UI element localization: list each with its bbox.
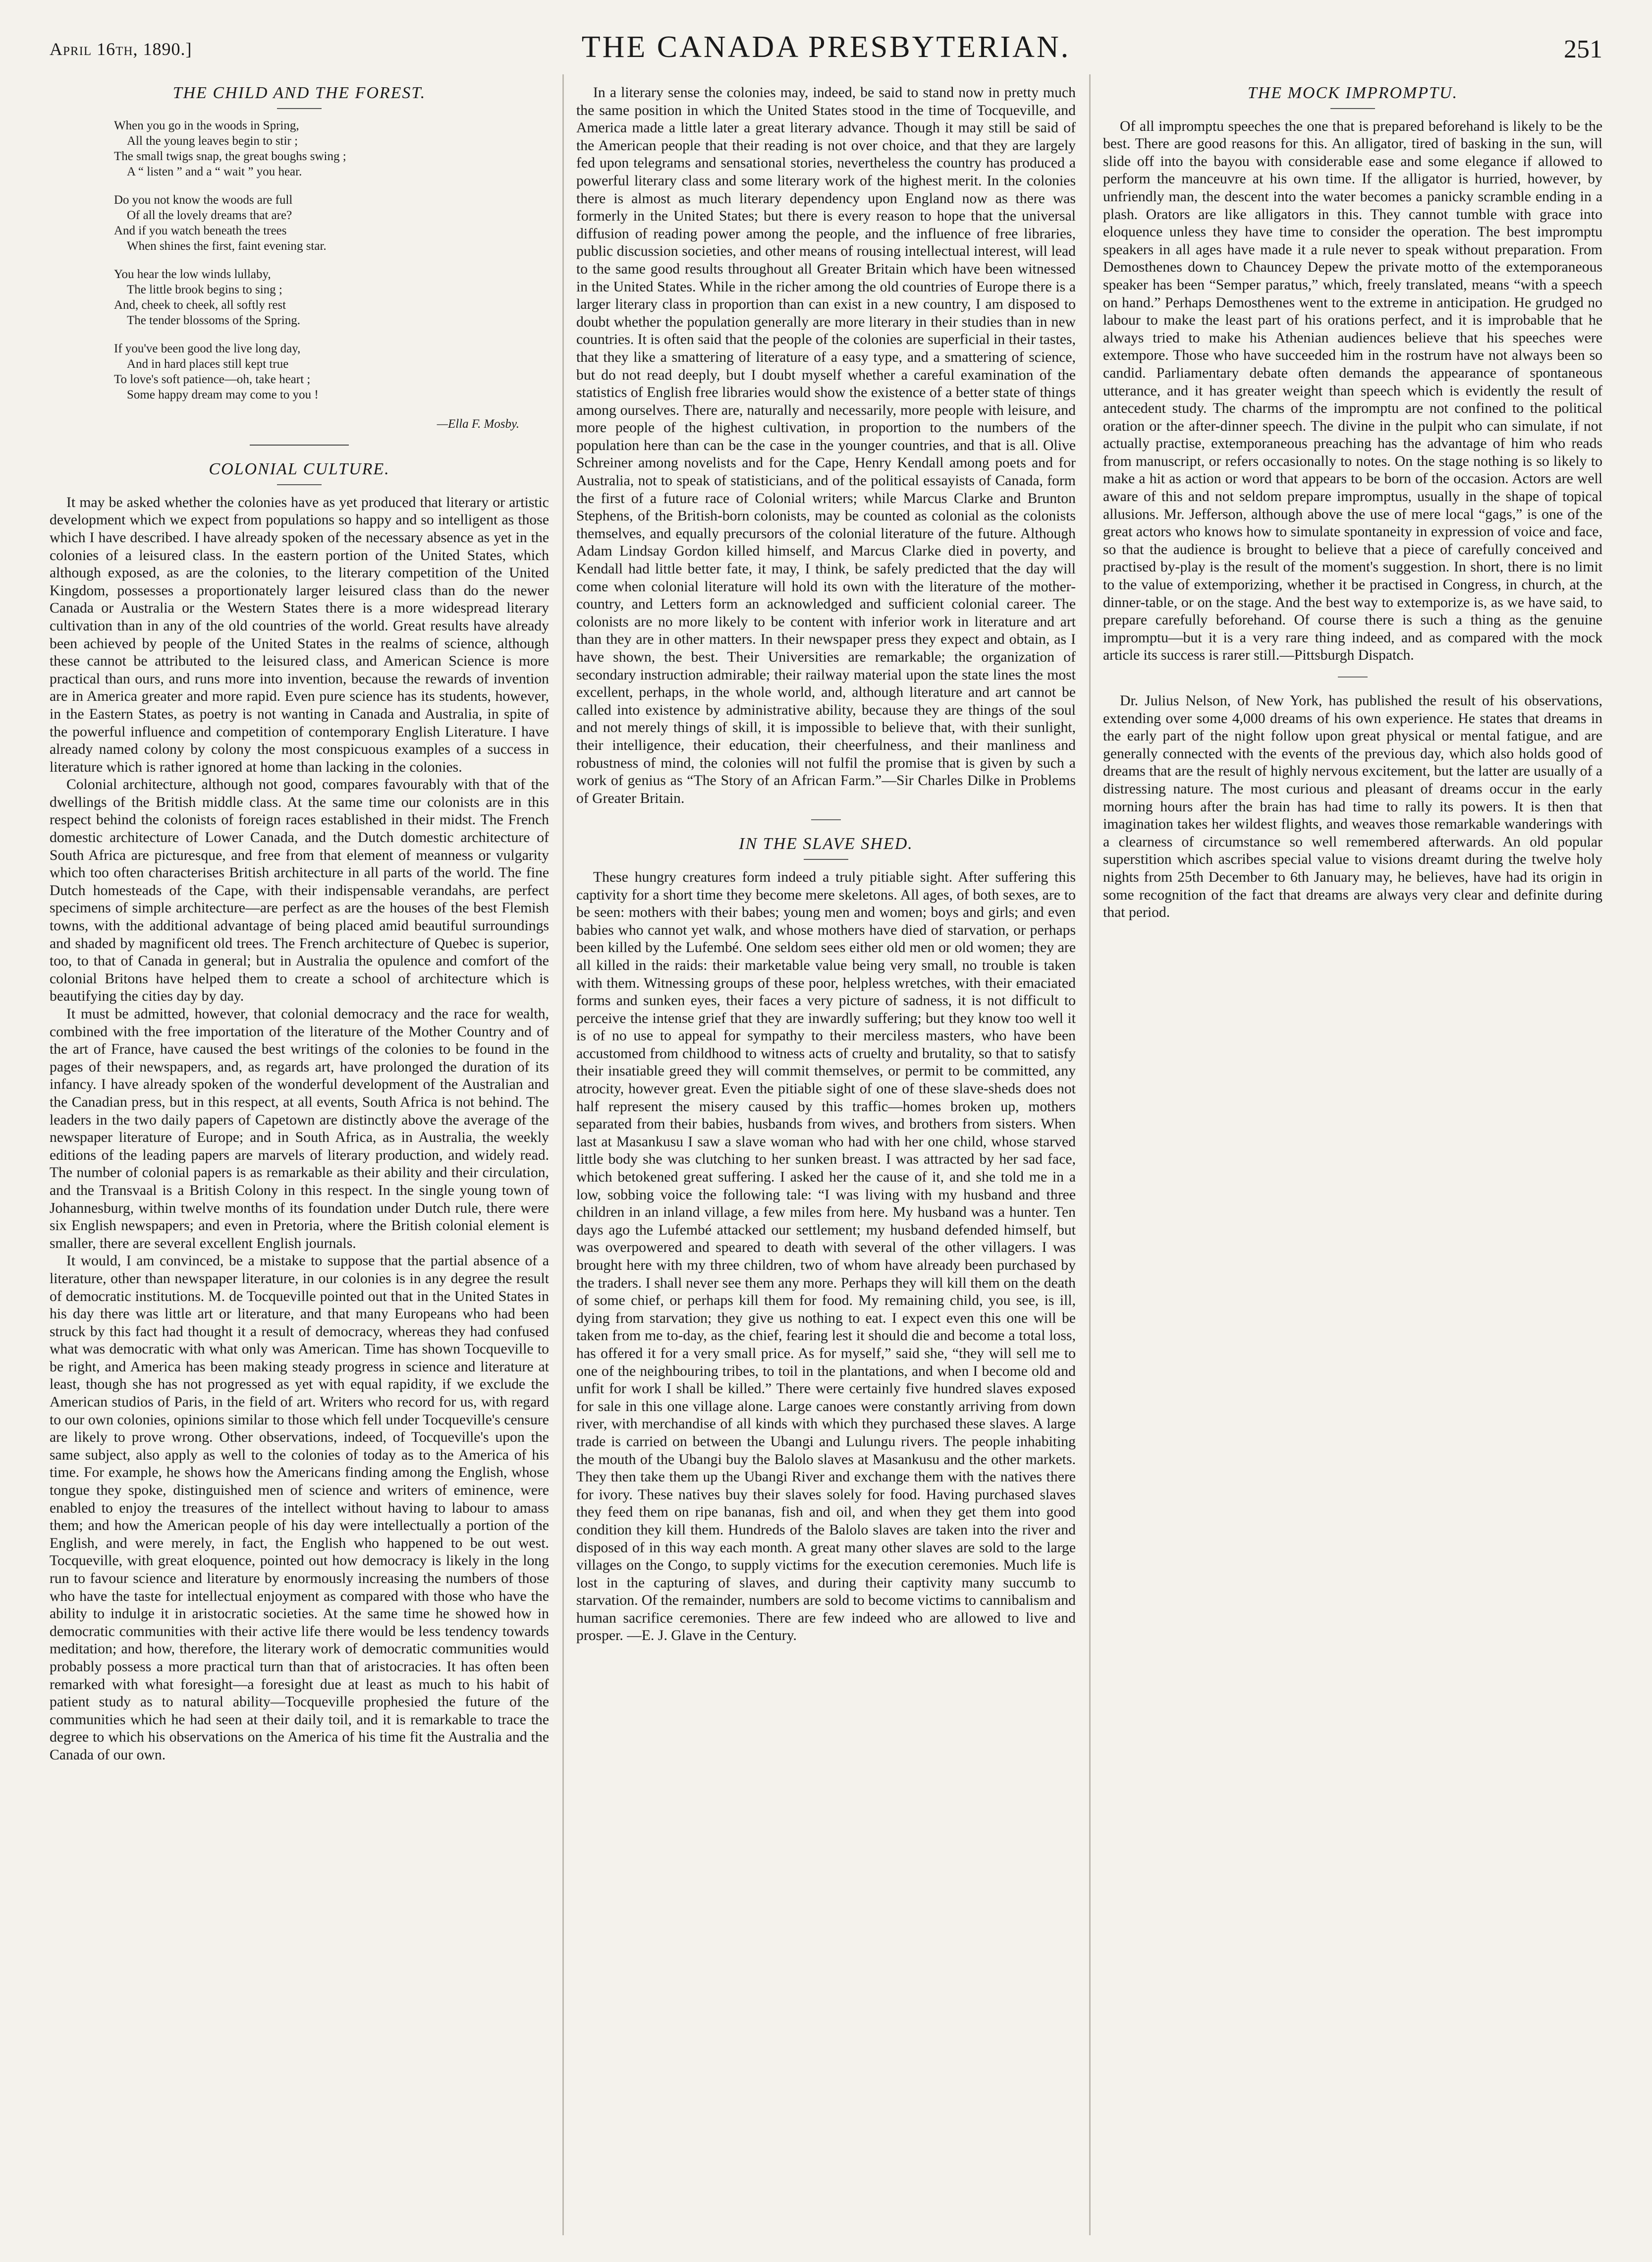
title-rule (804, 859, 848, 860)
article-paragraph: Colonial architecture, although not good, compares favourably with that of the dwellings of the British middle class. At the same time our colonists are in this respect behind the colonists of foreign races established in their midst. The French domestic architecture of Lower Canada, and the Dutch domestic architecture of South Africa are picturesque, and free from that element of meanness or vulgarity which too often characterises British architecture in all parts of the world. The fine Dutch homesteads of the Cape, with their indispensable verandahs, are perfect specimens of simple architecture—are perfect as are the houses of the best Flemish towns, with the additional advantage of being placed amid beautiful surroundings and shaded by magnificent old trees. The French architecture of Quebec is superior, too, to that of Canada in general; but in Australia the opulence and comfort of the colonial Britons have helped them to create a school of architecture which is beautifying the cities day by day. (50, 777, 549, 1005)
poem-line: All the young leaves begin to stir ; (127, 134, 298, 148)
poem-line: The tender blossoms of the Spring. (127, 313, 300, 327)
newspaper-title: THE CANADA PRESBYTERIAN. (581, 30, 1071, 64)
title-rule (277, 484, 322, 485)
column-rule (1089, 74, 1091, 2235)
title-rule (277, 108, 322, 109)
article-title-slave-shed: IN THE SLAVE SHED. (739, 835, 913, 853)
article-title-colonial-culture: COLONIAL CULTURE. (209, 460, 390, 479)
poem-line: And in hard places still kept true (127, 357, 289, 371)
poem-line: To love's soft patience—oh, take heart ; (114, 372, 311, 386)
poem-line: When you go in the woods in Spring, (114, 118, 299, 132)
section-separator (1338, 677, 1368, 678)
poem-line: The little brook begins to sing ; (127, 283, 282, 296)
article-paragraph: Dr. Julius Nelson, of New York, has published the result of his observations, extending over some 4,000 dreams of his own experience. He states that dreams in the early part of the night follow upon great physical or mental fatigue, and are generally connected with the events of the previous day, which also holds good of dreams that are the result of highly nervous excitement, but the latter are usually of a distressing nature. The most curious and pleasant of dreams occur in the early morning hours after the brain has had time to rally its powers. It is then that imagination takes her wildest flights, and weaves those remarkable wanderings with a clearness of circumstance so well remembered afterwards. An old popular superstition which ascribes special value to visions dreamt during the twelve holy nights from 25th December to 6th January may, he believes, have had its origin in some recognition of the fact that dreams are always very clear and definite during that period. (1103, 693, 1602, 921)
issue-date: April 16th, 1890.] (50, 39, 192, 59)
title-rule (1330, 108, 1375, 109)
article-paragraph: In a literary sense the colonies may, indeed, be said to stand now in pretty much the same position in which the United States stood in the time of Tocqueville, and America made a little later a great literary advance. Though it may still be said of the American people that their reading is not over choice, and that they are largely fed upon telegrams and sensational stories, nevertheless the country has produced a powerful literary class and some literary work of the highest merit. In the colonies there is almost as much literary dependency upon England now as there was formerly in the United States; but there is every reason to hope that the universal diffusion of reading power among the people, and the influence of free libraries, public discussion societies, and other means of rousing intellectual interest, will lead to the same good results throughout all Greater Britain which have been witnessed in the United States. While in the richer among the old countries of Europe there is a larger literary class in proportion than can exist in a new country, I am disposed to doubt whether the population generally are more literary in their studies than in new countries. It is often said that the people of the colonies are superficial in their tastes, that they like a smattering of literature of a easy type, and a smattering of science, but do not read deeply, but I doubt myself whether a careful examination of the statistics of English free libraries would show the existence of a better state of things among ourselves. There are, naturally and necessarily, more people with leisure, and more people of the highest cultivation, in proportion to the numbers of the population here than can be the case in the younger countries, and that is all. Olive Schreiner among novelists and for the Cape, Henry Kendall among poets and for Australia, not to speak of statisticians, and of the political essayists of Canada, form the first of a future race of Colonial writers; while Marcus Clarke and Brunton Stephens, of the British-born colonists, may be counted as colonial as the colonists themselves, and equally precursors of the colonial literature of the future. Although Adam Lindsay Gordon killed himself, and Marcus Clarke died in poverty, and Kendall had little better fate, it may, I think, be safely predicted that the day will come when colonial literature will hold its own with the literature of the mother-country, and Letters form an acknowledged and sufficient colonial career. The colonists are no more likely to be content with inferior work in literature and art than they are in other matters. In their newspaper press they expect and obtain, as I have shown, the best. Their Universities are remarkable; the organization of secondary instruction admirable; their railway material upon the state lines the most excellent, perhaps, in the whole world, and, although literature and art cannot be called into existence by administrative ability, because they are things of the soul and not merely things of skill, it is impossible to believe that, with their sunlight, their intelligence, their education, their cheerfulness, and their manliness and robustness of mind, the colonies will not fulfil the promise that is given by such a work of genius as “The Story of an African Farm.”—Sir Charles Dilke in Problems of Greater Britain. (576, 85, 1076, 806)
poem-title: THE CHILD AND THE FOREST. (172, 84, 426, 102)
article-paragraph: Of all impromptu speeches the one that is prepared beforehand is likely to be the best. There are good reasons for this. An alligator, tired of basking in the sun, will slide off into the bayou with considerable ease and some elegance if allowed to perform the manceuvre at his own time. If the alligator is hurried, however, by unfriendly man, the descent into the water becomes a panicky scramble ending in a plash. Orators are like alligators in this. They cannot tumble with grace into eloquence unless they have time to consider the operation. The best impromptu speakers in all ages have made it a rule never to speak without preparation. From Demosthenes down to Chauncey Depew the private motto of the extemporaneous speaker has been “Semper paratus,” which, freely translated, means “with a speech on hand.” Perhaps Demosthenes went to the extreme in anticipation. He grudged no labour to make the least part of his orations perfect, and it is improbable that he always tried to make his Athenian audiences believe that his speeches were extempore. Those who have succeeded him in the rostrum have not always been so candid. Parliamentary debate often demands the appearance of spontaneous utterance, and it has greater weight than speech which is evidently the result of antecedent study. The charms of the impromptu are not confined to the political oration or the after-dinner speech. The divine in the pulpit who can simulate, if not actually practise, extemporaneous preaching has the advantage of him who reads from manuscript, or refers occasionally to notes. On the stage nothing is so likely to make a hit as action or word that appears to be born of the occasion. Actors are well aware of this and not seldom prepare impromptus, usually in the shape of topical allusions. Mr. Jefferson, although above the use of mere local “gags,” is one of the great actors who knows how to simulate spontaneity in expression of voice and face, so that the audience is brought to believe that a piece of carefully conceived and practised by-play is the result of the moment's suggestion. In short, there is no limit to the value of extemporizing, whether it be practised in Congress, in church, at the dinner-table, or on the stage. And the best way to extemporize is, as we have said, to prepare carefully beforehand. Of course there is such a thing as the genuine impromptu—but it is a very rare thing indeed, and as compared with the mock article its success is rarer still.—Pittsburgh Dispatch. (1103, 118, 1602, 664)
poem-line: The small twigs snap, the great boughs swing ; (114, 149, 346, 163)
column-2 (576, 84, 1076, 2235)
article-paragraph: These hungry creatures form indeed a truly pitiable sight. After suffering this captivity for a short time they become mere skeletons. All ages, of both sexes, are to be seen: mothers with their babes; young men and women; boys and girls; and even babies who cannot yet walk, and whose mothers have died of starvation, or perhaps been killed by the Lufembé. One seldom sees either old men or old women; they are all killed in the raids: their marketable value being very small, no trouble is taken with them. Witnessing groups of these poor, helpless wretches, with their emaciated forms and sunken eyes, their faces a very picture of sadness, it is not difficult to perceive the intense grief that they are inwardly suffering; but they know too well it is of no use to appeal for sympathy to their merciless masters, who have been accustomed from childhood to witness acts of cruelty and brutality, so that to satisfy their insatiable greed they will commit themselves, or permit to be committed, any atrocity, however great. Even the pitiable sight of one of these slave-sheds does not half represent the misery caused by this traffic—homes broken up, mothers separated from their babies, husbands from wives, and brothers from sisters. When last at Masankusu I saw a slave woman who had with her one child, whose starved little body she was clutching to her sunken breast. I was attracted by her sad face, which betokened great suffering. I asked her the cause of it, and she told me in a low, sobbing voice the following tale: “I was living with my husband and three children in an inland village, a few miles from here. My husband was a hunter. Ten days ago the Lufembé attacked our settlement; my husband defended himself, but was overpowered and speared to death with several of the other villagers. I was brought here with my three children, two of whom have already been purchased by the traders. I shall never see them any more. Perhaps they will kill them on the death of some chief, or perhaps kill them for food. My remaining child, you see, is ill, dying from starvation; they give us nothing to eat. I expect even this one will be taken from me to-day, as the chief, fearing lest it should die and become a total loss, has offered it for a very small price. As for myself,” said she, “they will sell me to one of the neighbouring tribes, to toil in the plantations, and when I become old and unfit for work I shall be killed.” There were certainly five hundred slaves exposed for sale in this one village alone. Large canoes were constantly arriving from down river, with merchandise of all kinds with which they purchased these slaves. A large trade is carried on between the Ubangi and Lulungu rivers. The people inhabiting the mouth of the Ubangi buy the Balolo slaves at Masankusu and the other markets. They then take them up the Ubangi River and exchange them with the natives there for ivory. These natives buy their slaves solely for food. Having purchased slaves they feed them on ripe bananas, fish and oil, and when they get them into good condition they kill them. Hundreds of the Balolo slaves are taken into the river and disposed of in this way each month. A great many other slaves are sold to the large villages on the Congo, to supply victims for the execution ceremonies. Much life is lost in the capturing of slaves, and during their captivity many succumb to starvation. Of the remainder, numbers are sold to become victims to cannibalism and human sacrifice ceremonies. There are few indeed who are allowed to live and prosper. —E. J. Glave in the Century. (576, 869, 1076, 1644)
poem-line: And, cheek to cheek, all softly rest (114, 298, 286, 312)
poem-line: Some happy dream may come to you ! (127, 388, 319, 401)
poem-line: A “ listen ” and a “ wait ” you hear. (127, 165, 302, 178)
poem-stanza (114, 267, 549, 328)
article-title-mock-impromptu: THE MOCK IMPROMPTU. (1247, 84, 1458, 102)
poem-line: And if you watch beneath the trees (114, 224, 287, 237)
article-paragraph: It may be asked whether the colonies have as yet produced that literary or artistic development which we expect from populations so happy and so intelligent as those which I have described. I have already spoken of the necessary absence as yet in the colonies of a leisured class. In the eastern portion of the United States, which although exposed, as are the colonies, to the literary competition of the United Kingdom, possesses a proportionately larger leisured class than do the newer Canada or Australia or the Western States there is a more widespread literary cultivation than in any of the old countries of the world. Great results have already been achieved by people of the United States in the realms of science, although these cannot be attributed to the leisured class, and American Science is more practical than ours, and runs more into invention, because the rewards of invention are in America greater and more rapid. Even pure science has its students, however, in the Eastern States, as poetry is not wanting in Canada and Australia, in spite of the powerful influence and competition of contemporary English Literature. I have already named colony by colony the most conspicuous examples of a success in literature which is rather ignored at home than lacking in the colonies. (50, 494, 549, 775)
article-paragraph: It must be admitted, however, that colonial democracy and the race for wealth, combined with the free importation of the literature of the Mother Country and of the art of France, have caused the best writings of the colonies to be found in the pages of their newspapers, and, as regards art, have prolonged the duration of its infancy. I have already spoken of the wonderful development of the Australian and the Canadian press, but in this respect, at all events, South Africa is not behind. The leaders in the two daily papers of Capetown are distinctly above the average of the newspaper literature of Europe; and in South Africa, as in Australia, the weekly editions of the leading papers are marvels of literary production, and widely read. The number of colonial papers is as remarkable as their ability and their circulation, and the Transvaal is a British Colony in this respect. In the single young town of Johannesburg, within twelve months of its foundation under Dutch rule, there were six English newspapers; and even in Pretoria, where the British colonial element is smaller, there are several excellent English journals. (50, 1006, 549, 1251)
section-separator (250, 445, 349, 446)
poem-stanza (114, 118, 549, 179)
poem-line: When shines the first, faint evening star. (127, 239, 327, 253)
poem-body (114, 118, 549, 402)
poem-line: You hear the low winds lullaby, (114, 267, 271, 281)
column-3 (1103, 84, 1602, 2235)
poem-line: Of all the lovely dreams that are? (127, 208, 292, 222)
column-1 (50, 84, 549, 2235)
poem-attribution: —Ella F. Mosby. (437, 417, 519, 431)
poem-line: If you've been good the live long day, (114, 341, 301, 355)
article-paragraph: It would, I am convinced, be a mistake to suppose that the partial absence of a literature, other than newspaper literature, in our colonies is in any degree the result of democratic institutions. M. de Tocqueville pointed out that in the United States in his day there was little art or literature, and that many Europeans who had been struck by this fact had thought it a result of democracy, whereas they had confused what was democratic with what only was American. Time has shown Tocqueville to be right, and America has been making steady progress in science and literature at least, though she has not progressed as yet with equal rapidity, if we exclude the American studios of Paris, in the field of art. Writers who record for us, with regard to our own colonies, opinions similar to those which fell under Tocqueville's censure are likely to prove wrong. Other observations, indeed, of Tocqueville's upon the same subject, also apply as well to the colonies of today as to the America of his time. For example, he shows how the Americans finding among the English, whose tongue they spoke, distinguished men of science and writers of eminence, were enabled to enjoy the treasures of the intellect without having to labour to amass them; and how the American people of his day were intellectually a portion of the English, and were merely, in fact, the English who happened to be out west. Tocqueville, with great eloquence, pointed out how democracy is likely in the long run to favour science and literature by enormously increasing the numbers of those who have the taste for intellectual enjoyment as compared with those who have the ability to indulge it in aristocratic societies. At the same time he showed how in democratic communities with their active life there would be less tendency towards meditation; and how, therefore, the literary work of democratic communities would probably possess a more practical turn than that of aristocracies. It has often been remarked with what foresight—a foresight due at least as much to his habit of patient study as to natural ability—Tocqueville prophesied the future of the communities which he had seen at their daily toil, and it is remarkable to trace the degree to which his observations on the America of his time fit the Australia and the Canada of our own. (50, 1253, 549, 1763)
masthead (50, 30, 1602, 84)
section-separator (811, 819, 841, 820)
poem-stanza (114, 192, 549, 254)
page-number: 251 (1564, 35, 1602, 63)
column-rule (562, 74, 564, 2235)
poem-stanza (114, 341, 549, 402)
poem-line: Do you not know the woods are full (114, 193, 293, 207)
